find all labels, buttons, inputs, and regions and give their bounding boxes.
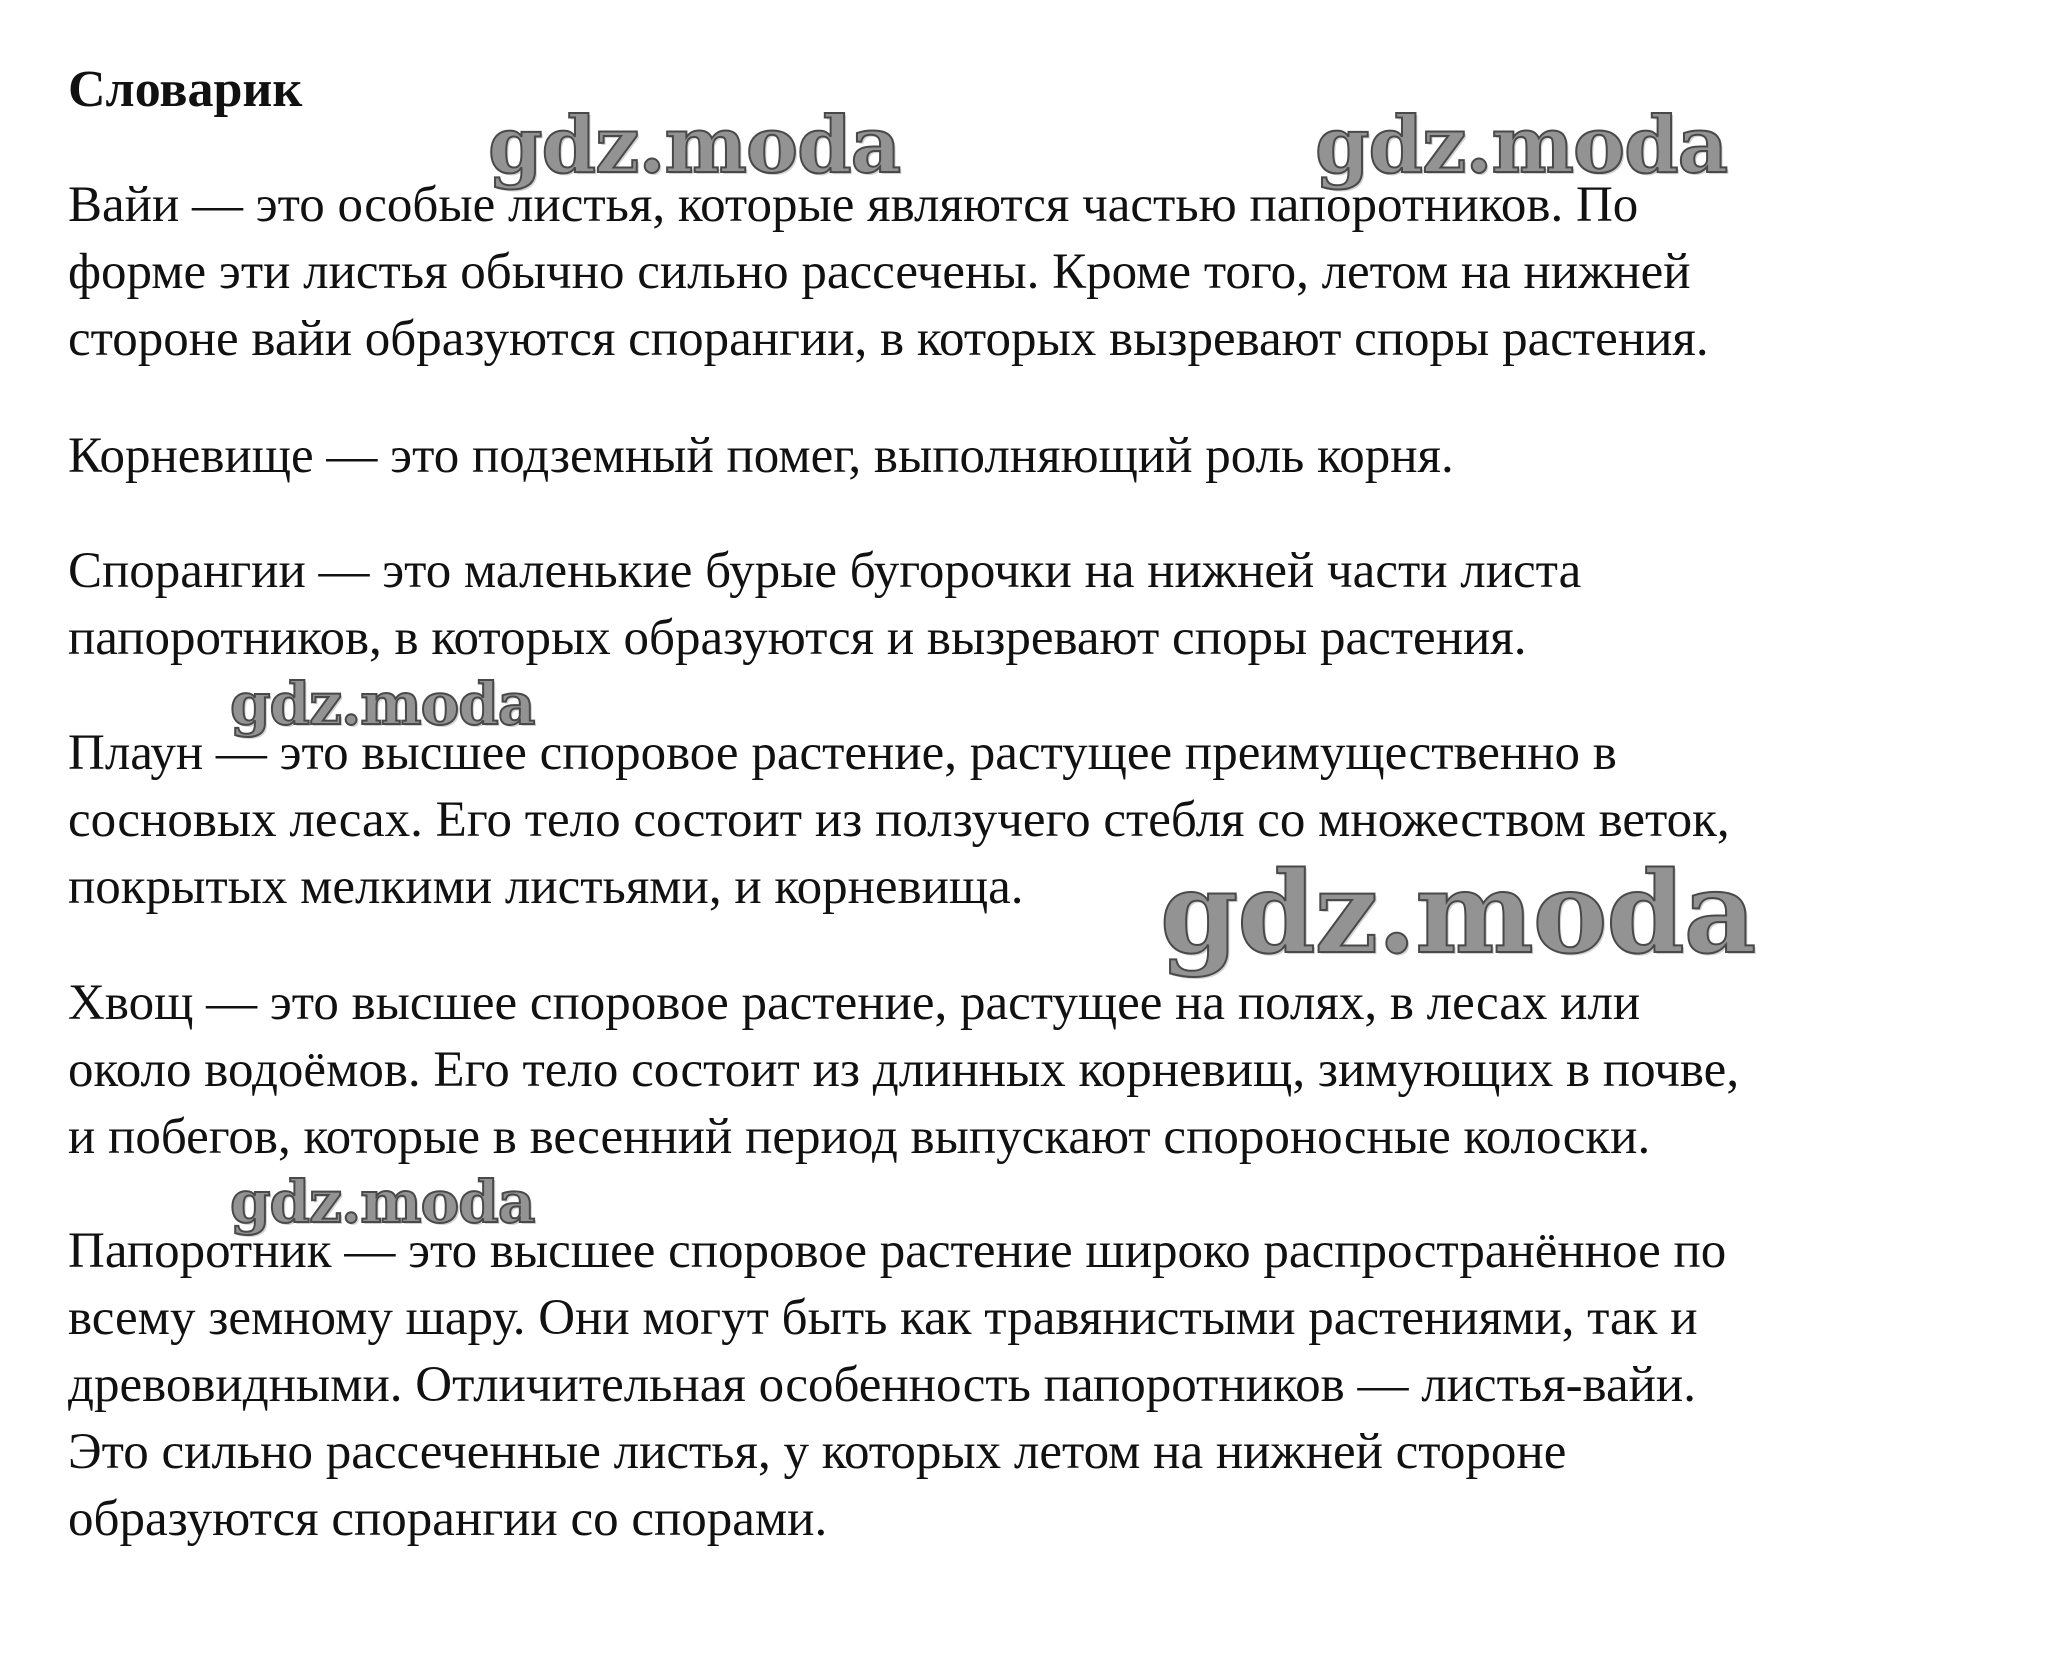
text-line: Это сильно рассеченные листья, у которых летом на нижней стороне [68, 1424, 1567, 1480]
definition-khvoshch [68, 970, 2028, 1171]
text-line: Плаун — это высшее споровое растение, растущее преимущественно в [68, 725, 1617, 781]
watermark: gdz.moda [1315, 100, 1728, 191]
text-line: и побегов, которые в весенний период выпускают спороносные колоски. [68, 1109, 1651, 1165]
text-line: древовидными. Отличительная особенность папоротников — листья-вайи. [68, 1357, 1696, 1413]
text-line: всему земному шару. Они могут быть как травянистыми растениями, так и [68, 1290, 1698, 1346]
definition-sporangii [68, 538, 2028, 672]
text-line: сосновых лесах. Его тело состоит из ползучего стебля со множеством веток, [68, 792, 1730, 848]
text-line: Вайи — это особые листья, которые являются частью папоротников. По [68, 177, 1639, 233]
text-line: Корневище — это подземный помег, выполняющий роль корня. [68, 428, 1454, 484]
definition-vayi [68, 172, 2028, 373]
page-title: Словарик [68, 61, 303, 118]
definition-plaun [68, 720, 2028, 921]
text-line: Папоротник — это высшее споровое растение широко распространённое по [68, 1223, 1727, 1279]
text-line: форме эти листья обычно сильно рассечены. Кроме того, летом на нижней [68, 244, 1691, 300]
text-line: папоротников, в которых образуются и вызревают споры растения. [68, 610, 1527, 666]
text-line: образуются спорангии со спорами. [68, 1491, 828, 1547]
text-line: покрытых мелкими листьями, и корневища. [68, 859, 1024, 915]
watermark: gdz.moda [230, 670, 535, 738]
text-line: Спорангии — это маленькие бурые бугорочки на нижней части листа [68, 543, 1582, 599]
watermark: gdz.moda [488, 100, 901, 191]
text-line: Хвощ — это высшее споровое растение, растущее на полях, в лесах или [68, 975, 1641, 1031]
text-line: стороне вайи образуются спорангии, в которых вызревают споры растения. [68, 311, 1709, 367]
definition-kornevishche [68, 423, 2028, 490]
text-line: около водоёмов. Его тело состоит из длинных корневищ, зимующих в почве, [68, 1042, 1740, 1098]
watermark: gdz.moda [1160, 848, 1756, 979]
watermark: gdz.moda [230, 1168, 535, 1236]
definition-paporotnik [68, 1218, 2028, 1553]
